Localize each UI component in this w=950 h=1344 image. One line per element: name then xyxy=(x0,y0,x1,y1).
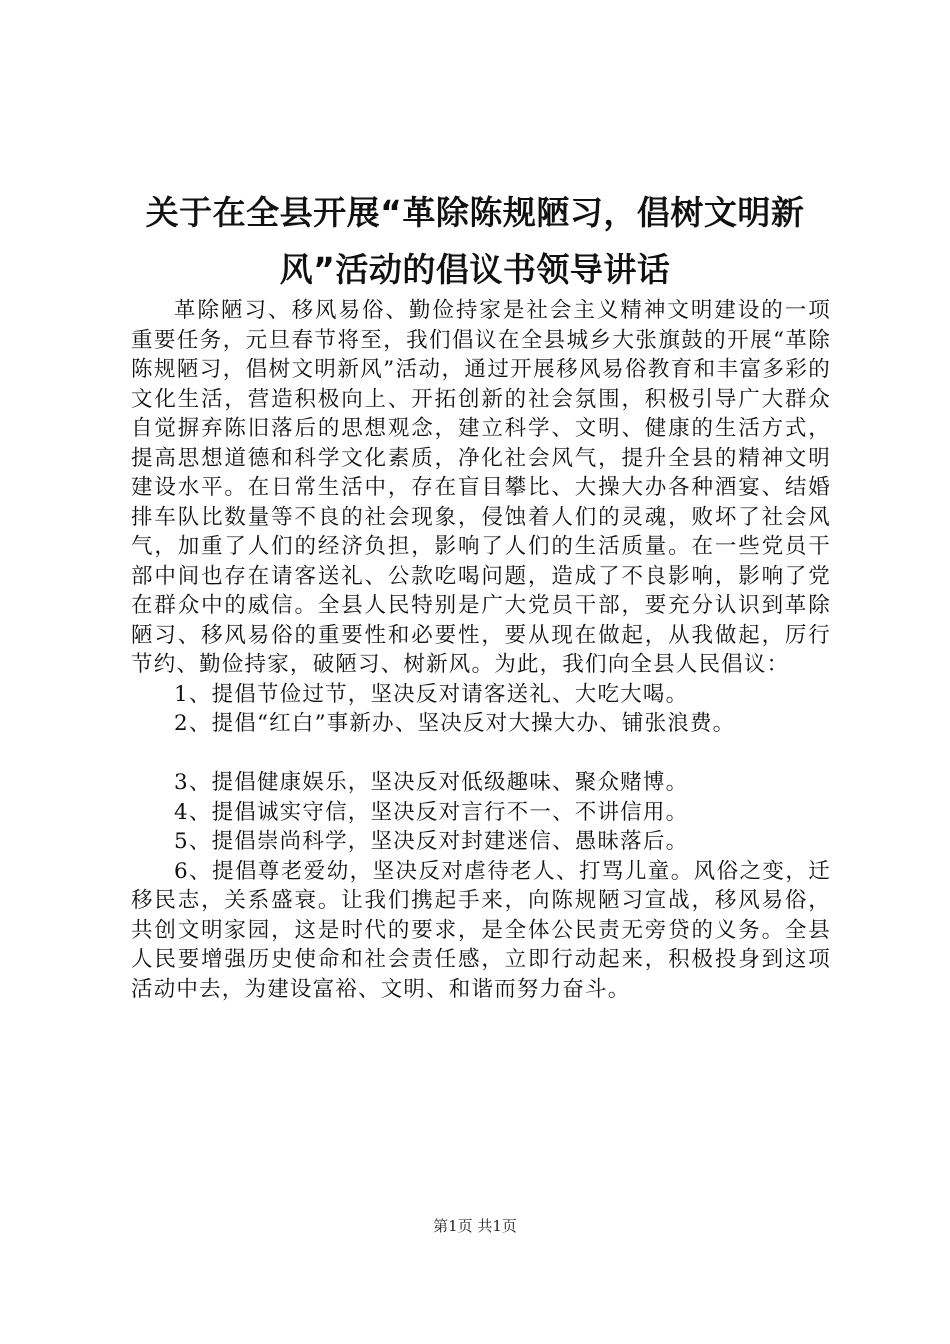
proposal-item-2: 2、提倡“红白”事新办、坚决反对大操大办、铺张浪费。 xyxy=(174,711,736,736)
document-body xyxy=(131,296,831,1004)
proposal-item-3: 3、提倡健康娱乐，坚决反对低级趣味、聚众赌博。 xyxy=(174,770,689,795)
proposal-item-6: 6、提倡尊老爱幼，坚决反对虐待老人、打骂儿童。风俗之变，迁移民志，关系盛衰。让我们携起手来，向陈规陋习宣战，移风易俗，共创文明家园，这是时代的要求，是全体公民责无旁贷的义务。全县人民要增强历史使命和社会责任感，立即行动起来，积极投身到这项活动中去，为建设富裕、文明、和谐而努力奋斗。 xyxy=(131,858,831,1002)
proposal-item-4: 4、提倡诚实守信，坚决反对言行不一、不讲信用。 xyxy=(174,799,689,825)
title-line-2: 风”活动的倡议书领导讲话 xyxy=(279,250,671,289)
proposal-item-5: 5、提倡崇尚科学，坚决反对封建迷信、愚昧落后。 xyxy=(174,829,689,854)
paragraph-intro: 革除陋习、移风易俗、勤俭持家是社会主义精神文明建设的一项重要任务，元旦春节将至，我们倡议在全县城乡大张旗鼓的开展“革除陈规陋习，倡树文明新风”活动，通过开展移风易俗教育和丰富多彩的文化生活，营造积极向上、开拓创新的社会氛围，积极引导广大群众自觉摒弃陈旧落后的思想观念，建立科学、文明、健康的生活方式，提高思想道德和科学文化素质，净化社会风气，提升全县的精神文明建设水平。在日常生活中，存在盲目攀比、大操大办各种酒宴、结婚排车队比数量等不良的社会现象，侵蚀着人们的灵魂，败坏了社会风气，加重了人们的经济负担，影响了人们的生活质量。在一些党员干部中间也存在请客送礼、公款吃喝问题，造成了不良影响，影响了党在群众中的威信。全县人民特别是广大党员干部，要充分认识到革除陋习、移风易俗的重要性和必要性，要从现在做起，从我做起，厉行节约、勤俭持家，破陋习、树新风。为此，我们向全县人民倡议： xyxy=(131,298,831,677)
title-line-1: 关于在全县开展“革除陈规陋习，倡树文明新 xyxy=(145,193,805,232)
proposal-item-1: 1、提倡节俭过节，坚决反对请客送礼、大吃大喝。 xyxy=(174,681,689,707)
page-footer: 第1页 共1页 xyxy=(433,1217,517,1235)
document-title xyxy=(120,184,830,298)
